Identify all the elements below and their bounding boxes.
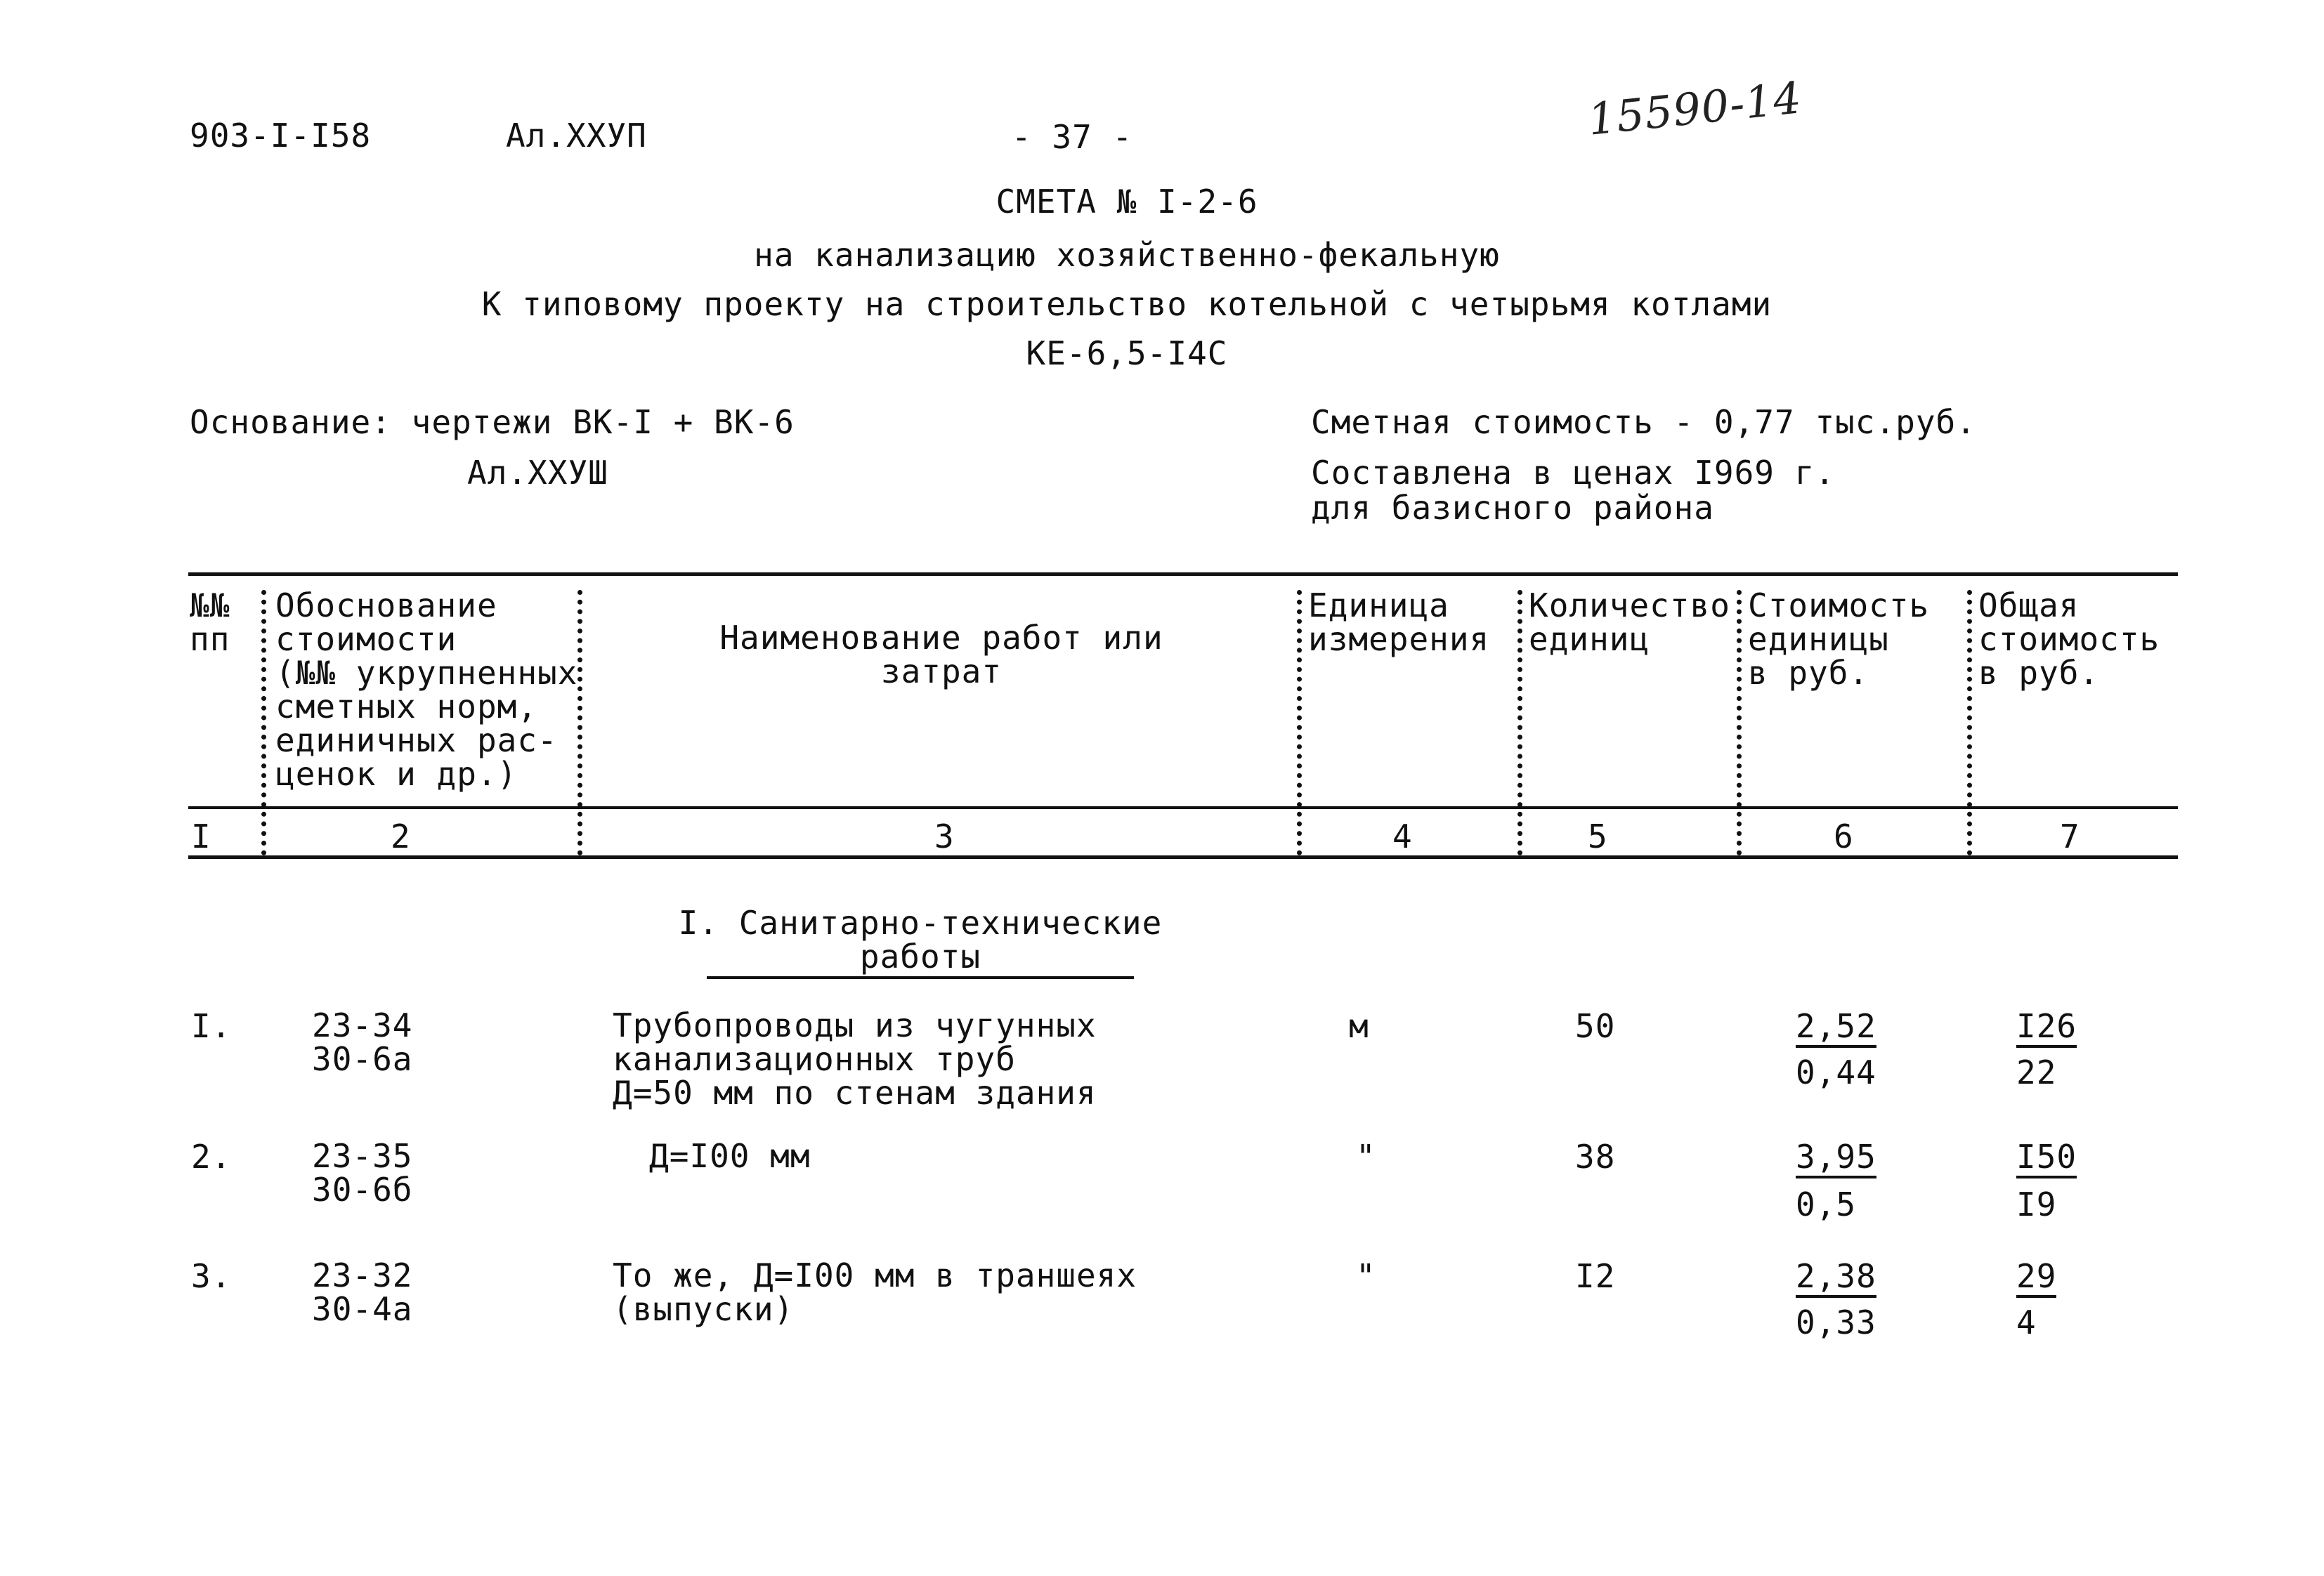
column-separator <box>1967 590 1972 855</box>
row-3-unit-cost-total: 2,38 <box>1796 1259 1876 1298</box>
header-quantity: Количество единиц <box>1529 586 1730 658</box>
header-unit-cost: Стоимость единицы в руб. <box>1748 586 1930 692</box>
row-3-unit: " <box>1356 1257 1376 1295</box>
header-row-number: №№ пп <box>190 586 230 658</box>
row-2-unit: " <box>1356 1138 1376 1176</box>
row-1-total-cost: I26 <box>2016 1009 2077 1048</box>
row-3-total-labor: 4 <box>2016 1304 2037 1341</box>
row-1-unit-cost-labor: 0,44 <box>1796 1053 1876 1091</box>
row-2-total-cost: I50 <box>2016 1139 2077 1178</box>
column-number: 4 <box>1392 817 1413 855</box>
cost-line-1: Сметная стоимость - 0,77 тыс.руб. <box>1311 403 1976 441</box>
header-total-cost: Общая стоимость в руб. <box>1978 586 2160 692</box>
column-separator <box>1737 590 1742 855</box>
section-title-underline <box>707 976 1134 979</box>
row-3-number: 3. <box>191 1257 232 1295</box>
row-1-unit-cost-total: 2,52 <box>1796 1009 1876 1048</box>
row-3-work-name: То же, Д=I00 мм в траншеях (выпуски) <box>613 1256 1137 1328</box>
row-3-basis: 23-32 30-4а <box>312 1256 413 1328</box>
column-numbers-bottom-rule <box>188 855 2178 859</box>
basis-line-1: Основание: чертежи ВК-I + ВК-6 <box>190 403 795 441</box>
section-title: I. Санитарно-технические работы <box>678 904 1163 976</box>
handwritten-number: 15590-14 <box>1585 72 1805 145</box>
column-number: 2 <box>391 817 411 855</box>
row-2-work-name: Д=I00 мм <box>649 1137 811 1175</box>
row-3-unit-cost-labor: 0,33 <box>1796 1304 1876 1341</box>
table-top-rule <box>188 572 2178 576</box>
album-ref: Ал.ХХУП <box>506 117 647 155</box>
header-work-name: Наименование работ или затрат <box>719 619 1163 690</box>
column-number: 3 <box>934 817 955 855</box>
column-number: 5 <box>1588 817 1608 855</box>
title-line-1: СМЕТА № I-2-6 <box>995 183 1258 221</box>
cost-line-2: Составлена в ценах I969 г. <box>1311 454 1836 492</box>
row-2-unit-cost-labor: 0,5 <box>1796 1186 1857 1223</box>
title-line-4: КЕ-6,5-I4С <box>1026 334 1228 372</box>
title-line-2: на канализацию хозяйственно-фекальную <box>754 236 1500 274</box>
basis-line-2: Ал.ХХУШ <box>467 454 608 492</box>
title-line-3: К типовому проекту на строительство котельной с четырьмя котлами <box>481 285 1773 323</box>
row-1-number: I. <box>191 1007 232 1045</box>
row-1-work-name: Трубопроводы из чугунных канализационных труб Д=50 мм по стенам здания <box>613 1006 1097 1112</box>
column-separator <box>261 590 266 855</box>
page-number: - 37 - <box>1012 118 1133 156</box>
doc-code: 903-I-I58 <box>190 117 372 155</box>
header-unit: Единица измерения <box>1308 586 1490 658</box>
row-2-total-labor: I9 <box>2016 1186 2057 1223</box>
row-2-unit-cost-total: 3,95 <box>1796 1139 1876 1178</box>
row-1-basis: 23-34 30-6а <box>312 1006 413 1078</box>
column-number: 6 <box>1834 817 1854 855</box>
row-1-total-labor: 22 <box>2016 1053 2057 1091</box>
column-separator <box>1517 590 1522 855</box>
column-number: I <box>191 817 211 855</box>
header-bottom-rule <box>188 806 2178 809</box>
row-2-number: 2. <box>191 1138 232 1176</box>
row-3-total-cost: 29 <box>2016 1259 2056 1298</box>
cost-line-3: для базисного района <box>1311 489 1714 527</box>
row-1-quantity: 50 <box>1575 1007 1616 1045</box>
column-number: 7 <box>2060 817 2080 855</box>
row-2-quantity: 38 <box>1575 1138 1616 1176</box>
header-cost-basis: Обоснование стоимости (№№ укрупненных сметных норм, единичных рас- ценок и др.) <box>275 586 578 793</box>
row-2-basis: 23-35 30-6б <box>312 1137 413 1209</box>
column-separator <box>577 590 582 855</box>
row-3-quantity: I2 <box>1575 1257 1616 1295</box>
row-1-unit: м <box>1349 1007 1369 1045</box>
column-separator <box>1297 590 1302 855</box>
